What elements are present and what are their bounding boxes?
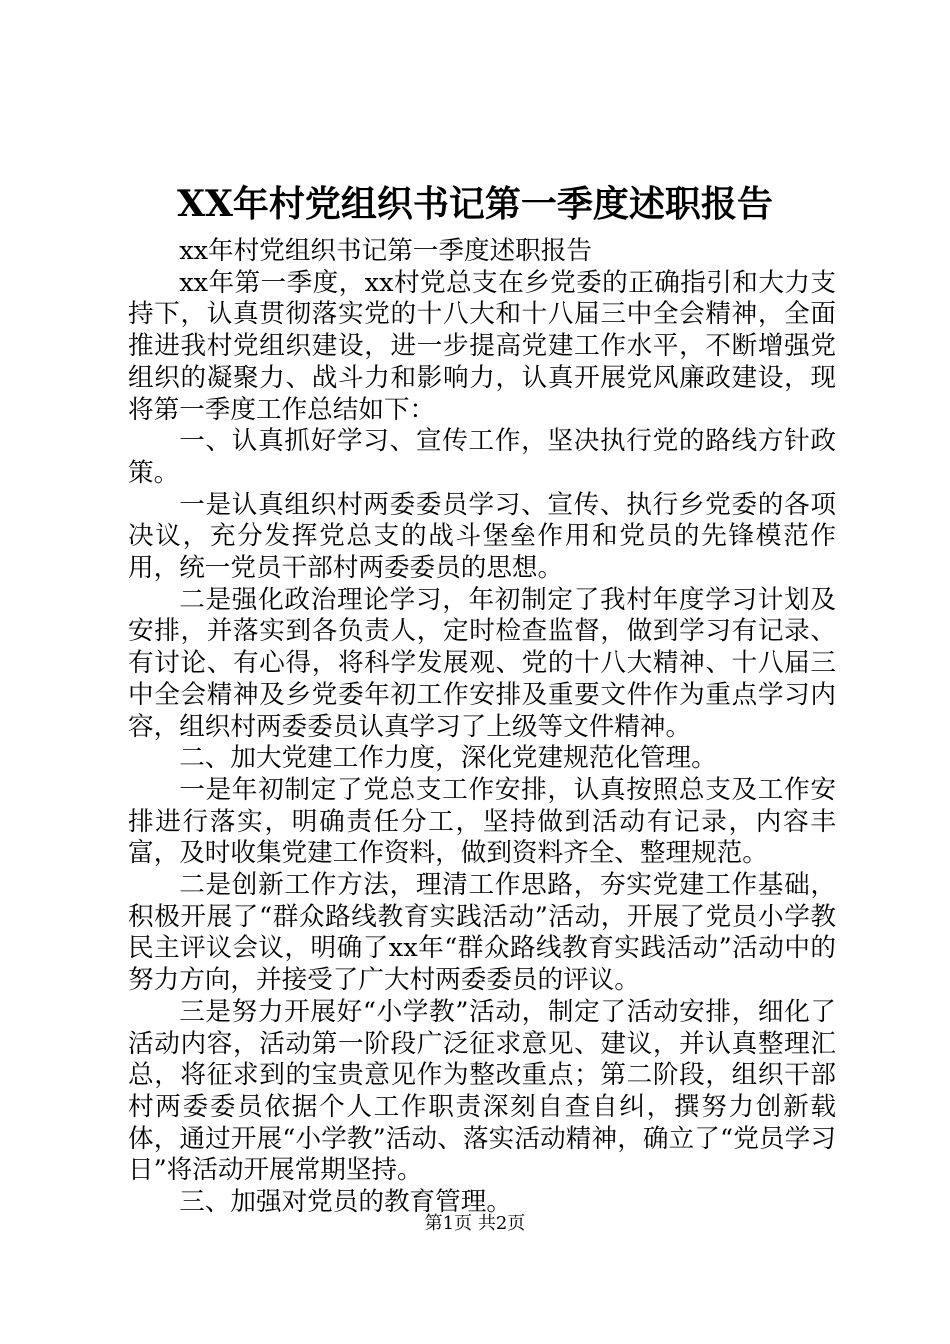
- body-paragraph: xx年第一季度，xx村党总支在乡党委的正确指引和大力支持下，认真贯彻落实党的十八大和十八届三中全会精神，全面推进我村党组织建设，进一步提高党建工作水平，不断增强党组织的凝聚力、战斗力和影响力，认真开展党风廉政建设，现将第一季度工作总结如下：: [128, 267, 836, 425]
- body-paragraph: 二是创新工作方法，理清工作思路，夯实党建工作基础，积极开展了“群众路线教育实践活动”活动，开展了党员小学教民主评议会议，明确了xx年“群众路线教育实践活动”活动中的努力方向，并接受了广大村两委委员的评议。: [128, 870, 836, 996]
- body-paragraph: 一是年初制定了党总支工作安排，认真按照总支及工作安排进行落实，明确责任分工，坚持做到活动有记录，内容丰富，及时收集党建工作资料，做到资料齐全、整理规范。: [128, 774, 836, 869]
- page-footer: 第1页 共2页: [424, 1213, 526, 1234]
- body-paragraph: 一是认真组织村两委委员学习、宣传、执行乡党委的各项决议，充分发挥党总支的战斗堡垒作用和党员的先锋模范作用，统一党员干部村两委委员的思想。: [128, 489, 836, 584]
- document-title: XX年村党组织书记第一季度述职报告: [177, 183, 773, 225]
- section-heading: 一、认真抓好学习、宣传工作，坚决执行党的路线方针政策。: [128, 426, 836, 488]
- body-paragraph: 三是努力开展好“小学教”活动，制定了活动安排，细化了活动内容，活动第一阶段广泛征求意见、建议，并认真整理汇总，将征求到的宝贵意见作为整改重点；第二阶段，组织干部村两委委员依据个人工作职责深刻自查自纠，撰努力创新载体，通过开展“小学教”活动、落实活动精神，确立了“党员学习日”将活动开展常期坚持。: [128, 996, 836, 1186]
- document-body: [128, 236, 836, 1219]
- section-heading: 二、加大党建工作力度，深化党建规范化管理。: [179, 743, 717, 774]
- section-heading: 三、加强对党员的教育管理。: [179, 1187, 512, 1218]
- body-paragraph: xx年村党组织书记第一季度述职报告: [179, 236, 592, 266]
- body-paragraph: 二是强化政治理论学习，年初制定了我村年度学习计划及安排，并落实到各负责人，定时检查监督，做到学习有记录、有讨论、有心得，将科学发展观、党的十八大精神、十八届三中全会精神及乡党委年初工作安排及重要文件作为重点学习内容，组织村两委委员认真学习了上级等文件精神。: [128, 584, 836, 742]
